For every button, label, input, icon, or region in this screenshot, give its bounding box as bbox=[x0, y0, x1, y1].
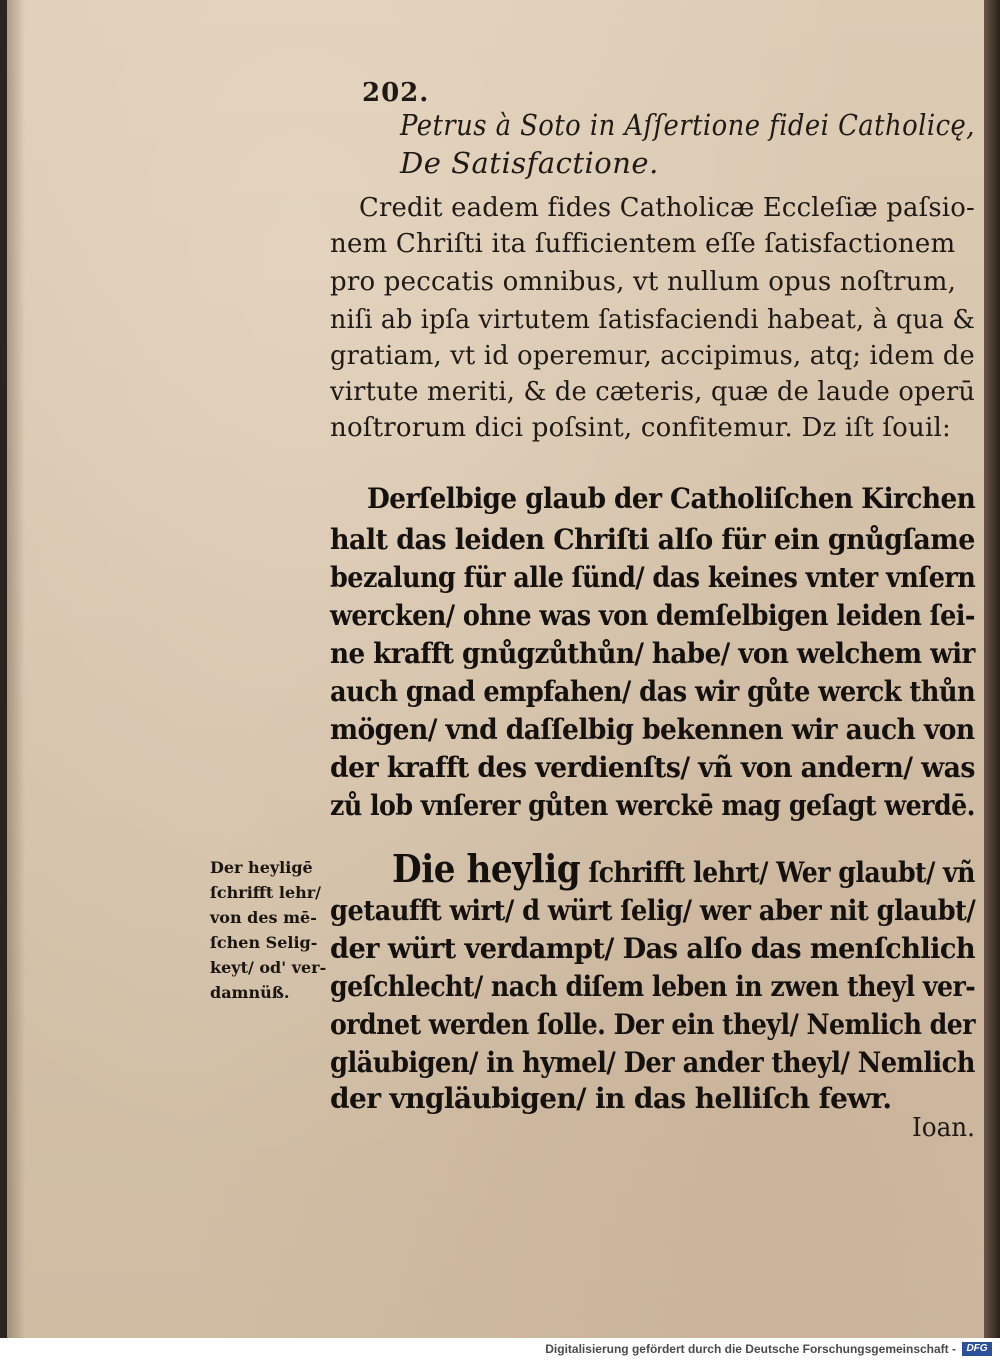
dfg-logo: DFG bbox=[962, 1342, 992, 1356]
german-line-14: ordnet werden ſolle. Der ein theyl/ Nemlich der bbox=[330, 1008, 976, 1041]
german-line-10-rest: ſchrifft lehrt/ Wer glaubt/ vñ bbox=[588, 856, 975, 889]
german-line-9: zů lob vnſerer gůten werckē mag geſagt werdē. bbox=[330, 789, 975, 822]
heading-line-2: De Satisfactione. bbox=[400, 146, 659, 180]
german-line-5: ne krafft gnůgzůthůn/ habe/ von welchem wir bbox=[330, 637, 975, 670]
latin-line-7: noſtrorum dici poſsint, confitemur. Dz iſt ſouil: bbox=[330, 413, 951, 443]
footer-bar bbox=[0, 1338, 1000, 1361]
latin-line-3: pro peccatis omnibus, vt nullum opus noſtrum, bbox=[330, 267, 957, 297]
latin-line-6: virtute meriti, & de cæteris, quæ de laude operū bbox=[330, 377, 976, 407]
margin-note-line-4: ſchen Selig- bbox=[210, 933, 318, 952]
latin-line-2: nem Chriſti ita ſufficientem eſſe ſatisfactionem bbox=[330, 229, 956, 259]
latin-line-4: niſi ab ipſa virtutem ſatisfaciendi habeat, à qua & bbox=[330, 305, 976, 335]
german-line-8: der krafft des verdienſts/ vñ von andern/ was bbox=[330, 751, 975, 784]
footer-credit: Digitalisierung gefördert durch die Deutsche Forschungsgemeinschaft - bbox=[545, 1342, 956, 1356]
scan-left-edge bbox=[0, 0, 7, 1338]
german-line-3: bezalung für alle ſünd/ das keines vnter vnſern bbox=[330, 561, 976, 594]
latin-line-1: Credit eadem fides Catholicæ Eccleſiæ paſsio- bbox=[359, 193, 975, 223]
german-line-15: gläubigen/ in hymel/ Der ander theyl/ Nemlich bbox=[330, 1046, 975, 1079]
scan-right-edge bbox=[984, 0, 1000, 1338]
margin-note-line-6: damnüß. bbox=[210, 983, 290, 1002]
gutter-shadow bbox=[7, 0, 25, 1338]
german-line-16: der vngläubigen/ in das helliſch fewr. bbox=[330, 1082, 892, 1115]
german-line-7: mögen/ vnd daſſelbig bekennen wir auch von bbox=[330, 713, 975, 746]
page-number: 202. bbox=[362, 78, 430, 108]
german-line-6: auch gnad empfahen/ das wir gůte werck thůn bbox=[330, 675, 976, 708]
german-line-4: wercken/ ohne was von demſelbigen leiden ſei- bbox=[330, 599, 975, 632]
margin-note bbox=[210, 855, 335, 1005]
german-line-10 bbox=[392, 846, 975, 891]
german-line-12: der würt verdampt/ Das alſo das menſchlich bbox=[330, 932, 976, 965]
latin-line-5: gratiam, vt id operemur, accipimus, atq; idem de bbox=[330, 341, 975, 371]
german-line-2: halt das leiden Chriſti alſo für ein gnůgſame bbox=[330, 523, 975, 556]
margin-note-line-3: von des mē- bbox=[210, 908, 317, 927]
book-page bbox=[7, 0, 984, 1338]
catchword: Ioan. bbox=[912, 1113, 975, 1143]
german-line-1: Derſelbige glaub der Catholiſchen Kirchen bbox=[367, 482, 976, 515]
margin-note-line-2: ſchrifft lehr/ bbox=[210, 883, 322, 902]
german-lead-words: Die heylig bbox=[392, 846, 581, 891]
german-line-11: getaufft wirt/ d würt ſelig/ wer aber nit glaubt/ bbox=[330, 894, 976, 927]
margin-note-line-5: keyt/ od' ver- bbox=[210, 958, 327, 977]
german-line-13: geſchlecht/ nach diſem leben in zwen theyl ver- bbox=[330, 970, 976, 1003]
heading-line-1: Petrus à Soto in Aſſertione fidei Catholicę, bbox=[400, 108, 975, 142]
margin-note-line-1: Der heyligē bbox=[210, 858, 313, 877]
